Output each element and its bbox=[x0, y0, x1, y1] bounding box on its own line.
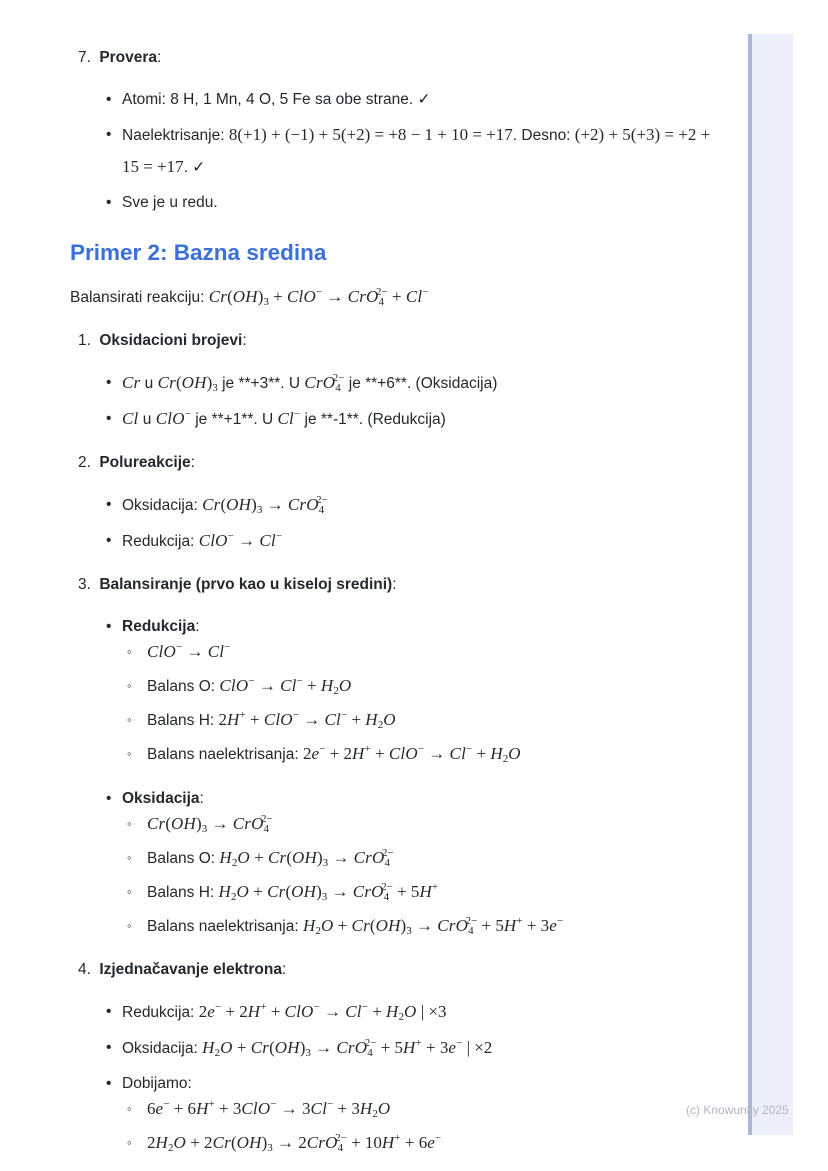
item-text: Redukcija: bbox=[122, 618, 200, 635]
sub-bullet-item bbox=[70, 704, 730, 736]
bullet-icon: • bbox=[106, 1003, 112, 1020]
item-text: Redukcija: $2e^- + 2H^+ + ClO^- \to Cl^- + H_2O$ | ×3 bbox=[122, 1001, 447, 1023]
circle-bullet-icon: ◦ bbox=[127, 712, 132, 727]
item-text: Balansiranje (prvo kao u kiseloj sredini): bbox=[99, 576, 397, 593]
item-text: Oksidacioni brojevi: bbox=[99, 332, 247, 349]
bullet-icon: • bbox=[106, 790, 112, 807]
numbered-item bbox=[70, 42, 730, 73]
numbered-item bbox=[70, 325, 730, 356]
item-number: 1. bbox=[78, 332, 91, 349]
bullet-icon: • bbox=[106, 410, 112, 427]
sub-bullet-item bbox=[70, 910, 730, 942]
circle-bullet-icon: ◦ bbox=[127, 746, 132, 761]
item-number: 7. bbox=[78, 49, 91, 66]
item-text: Balans O: $H_2O + Cr(OH)_3 \to CrO_4^{2-}$ bbox=[147, 847, 394, 869]
paragraph bbox=[70, 281, 730, 313]
item-text: Cr u $Cr(OH)_3$ je **+3**. U CrO$_4^{2-}$ je **+6**. (Oksidacija) bbox=[122, 372, 498, 394]
item-text: Primer 2: Bazna sredina bbox=[70, 240, 327, 265]
sub-bullet-item bbox=[70, 636, 730, 668]
item-text: ClO− → Cl− bbox=[147, 641, 231, 661]
bullet-item bbox=[70, 84, 730, 115]
bullet-item bbox=[70, 996, 730, 1028]
bullet-item bbox=[70, 119, 730, 183]
sub-bullet-item bbox=[70, 1127, 730, 1159]
bullet-item bbox=[70, 1032, 730, 1064]
bullet-icon: • bbox=[106, 1039, 112, 1056]
item-text: Dobijamo: bbox=[122, 1075, 192, 1092]
item-text: Provera: bbox=[99, 49, 162, 66]
item-text: Balansirati reakciju: $Cr(OH)_3 + ClO^- \to CrO_4^{2-} + Cl^-$ bbox=[70, 286, 429, 308]
item-text: Atomi: 8 H, 1 Mn, 4 O, 5 Fe sa obe strane. ✓ bbox=[122, 91, 431, 108]
bullet-item bbox=[70, 367, 730, 399]
sub-bullet-item bbox=[70, 1093, 730, 1125]
bullet-icon: • bbox=[106, 194, 112, 211]
bullet-icon: • bbox=[106, 91, 112, 108]
bullet-item bbox=[70, 489, 730, 521]
bullet-item bbox=[70, 525, 730, 557]
item-text: Polureakcije: bbox=[99, 454, 195, 471]
circle-bullet-icon: ◦ bbox=[127, 678, 132, 693]
sub-bullet-item bbox=[70, 842, 730, 874]
sub-bullet-item bbox=[70, 738, 730, 770]
item-text: $2H_2O + 2Cr(OH)_3 \to 2CrO_4^{2-} + 10H^+ + 6e^-$ bbox=[147, 1132, 442, 1154]
circle-bullet-icon: ◦ bbox=[127, 918, 132, 933]
numbered-item bbox=[70, 954, 730, 985]
bullet-icon: • bbox=[106, 1075, 112, 1092]
item-text: Izjednačavanje elektrona: bbox=[99, 961, 287, 978]
item-text: Oksidacija: $H_2O + Cr(OH)_3 \to CrO_4^{2-} + 5H^+ + 3e^-$ | ×2 bbox=[122, 1037, 493, 1059]
document-content bbox=[70, 0, 730, 1159]
sub-bullet-item bbox=[70, 876, 730, 908]
item-text: Balans naelektrisanja: $H_2O + Cr(OH)_3 \to CrO_4^{2-} + 5H^+ + 3e^-$ bbox=[147, 915, 564, 937]
item-text: $Cr(OH)_3 \to CrO_4^{2-}$ bbox=[147, 813, 273, 835]
item-text: Balans H: $H_2O + Cr(OH)_3 \to CrO_4^{2-} + 5H^+$ bbox=[147, 881, 439, 903]
bullet-icon: • bbox=[106, 618, 112, 635]
bullet-icon: • bbox=[106, 532, 112, 549]
circle-bullet-icon: ◦ bbox=[127, 644, 132, 659]
item-number: 4. bbox=[78, 961, 91, 978]
item-text: Oksidacija: $Cr(OH)_3 \to CrO_4^{2-}$ bbox=[122, 494, 328, 516]
circle-bullet-icon: ◦ bbox=[127, 816, 132, 831]
sub-bullet-item bbox=[70, 670, 730, 702]
bullet-icon: • bbox=[106, 374, 112, 391]
bullet-icon: • bbox=[106, 126, 112, 143]
item-text: Naelektrisanje: 8(+1) + (−1) + 5(+2) = +8 − 1 + 10 = +17. Desno: (+2) + 5(+3) = +2 + 15 = +17. ✓ bbox=[122, 125, 711, 176]
circle-bullet-icon: ◦ bbox=[127, 884, 132, 899]
item-text: Oksidacija: bbox=[122, 790, 204, 807]
page-edge-panel bbox=[748, 34, 793, 1135]
circle-bullet-icon: ◦ bbox=[127, 850, 132, 865]
item-text: Balans naelektrisanja: $2e^- + 2H^+ + ClO^- \to Cl^- + H_2O$ bbox=[147, 743, 521, 765]
watermark: (c) Knowunity 2025 bbox=[686, 1103, 789, 1117]
bullet-icon: • bbox=[106, 496, 112, 513]
circle-bullet-icon: ◦ bbox=[127, 1135, 132, 1150]
item-text: Balans H: $2H^+ + ClO^- \to Cl^- + H_2O$ bbox=[147, 709, 396, 731]
bullet-item bbox=[70, 403, 730, 435]
section-heading bbox=[70, 239, 730, 267]
item-number: 2. bbox=[78, 454, 91, 471]
item-text: Sve je u redu. bbox=[122, 194, 218, 211]
circle-bullet-icon: ◦ bbox=[127, 1101, 132, 1116]
sub-bullet-item bbox=[70, 808, 730, 840]
numbered-item bbox=[70, 447, 730, 478]
item-text: Redukcija: ClO− → Cl− bbox=[122, 530, 283, 550]
item-number: 3. bbox=[78, 576, 91, 593]
item-text: $6e^- + 6H^+ + 3ClO^- \to 3Cl^- + 3H_2O$ bbox=[147, 1098, 391, 1120]
item-text: Cl u ClO− je **+1**. U Cl− je **-1**. (Redukcija) bbox=[122, 408, 446, 428]
bullet-item bbox=[70, 187, 730, 218]
item-text: Balans O: $ClO^- \to Cl^- + H_2O$ bbox=[147, 675, 352, 697]
numbered-item bbox=[70, 569, 730, 600]
page-edge-line bbox=[748, 34, 752, 1135]
